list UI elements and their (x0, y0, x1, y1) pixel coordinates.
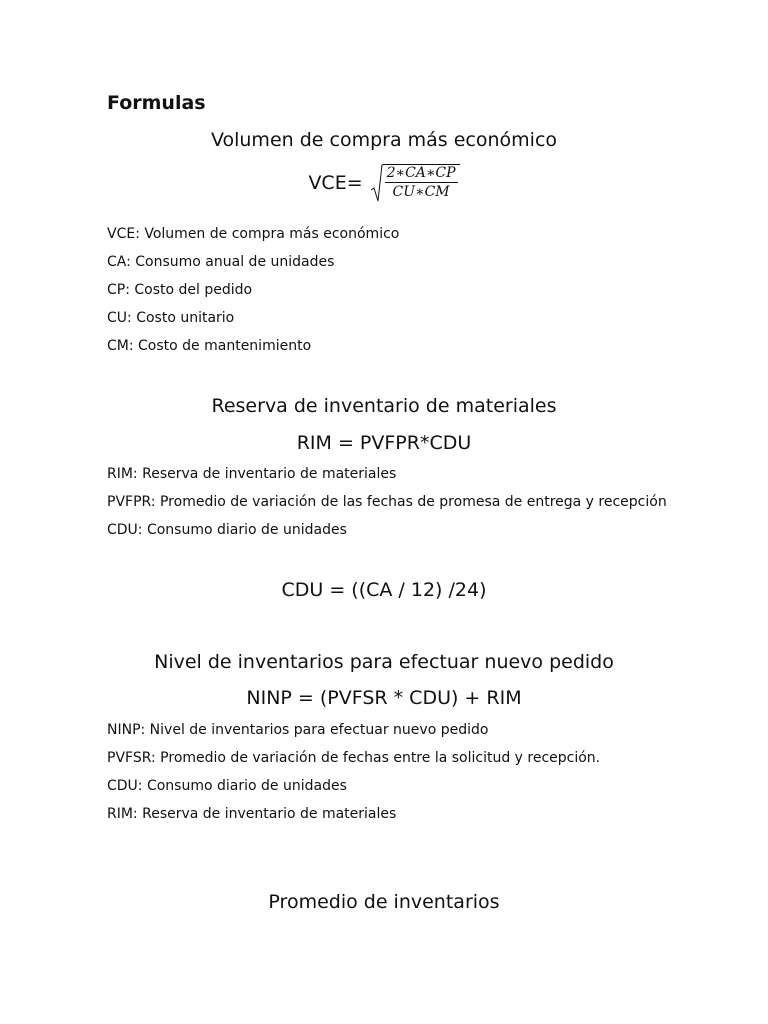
definition-vce: VCE: Volumen de compra más económico (107, 226, 400, 242)
page-heading: Formulas (107, 92, 206, 114)
definition-pvfsr: PVFSR: Promedio de variación de fechas entre la solicitud y recepción. (107, 750, 601, 766)
ninp-formula: NINP = (PVFSR * CDU) + RIM (246, 687, 522, 709)
definition-cdu-2: CDU: Consumo diario de unidades (107, 778, 347, 794)
definition-cu: CU: Costo unitario (107, 310, 235, 326)
definition-rim: RIM: Reserva de inventario de materiales (107, 466, 397, 482)
vce-denominator: CU∗CM (392, 184, 450, 200)
cdu-formula: CDU = ((CA / 12) /24) (281, 579, 487, 601)
radical-sign-icon (371, 164, 383, 202)
section-title-ninp: Nivel de inventarios para efectuar nuevo pedido (154, 651, 614, 673)
definition-rim-2: RIM: Reserva de inventario de materiales (107, 806, 397, 822)
definition-pvfpr: PVFPR: Promedio de variación de las fechas de promesa de entrega y recepción (107, 494, 667, 510)
definition-cdu: CDU: Consumo diario de unidades (107, 522, 347, 538)
definition-ninp: NINP: Nivel de inventarios para efectuar nuevo pedido (107, 722, 489, 738)
square-root (371, 164, 460, 202)
definition-cp: CP: Costo del pedido (107, 282, 253, 298)
definition-ca: CA: Consumo anual de unidades (107, 254, 335, 270)
vce-numerator: 2∗CA∗CP (386, 165, 456, 181)
section-title-rim: Reserva de inventario de materiales (211, 395, 557, 417)
section-title-promedio: Promedio de inventarios (268, 891, 500, 913)
vce-formula-label: VCE= (308, 172, 363, 194)
vce-formula (0, 164, 768, 202)
vce-fraction (383, 164, 460, 202)
definition-cm: CM: Costo de mantenimiento (107, 338, 312, 354)
rim-formula: RIM = PVFPR*CDU (296, 432, 472, 454)
section-title-vce: Volumen de compra más económico (210, 129, 558, 151)
